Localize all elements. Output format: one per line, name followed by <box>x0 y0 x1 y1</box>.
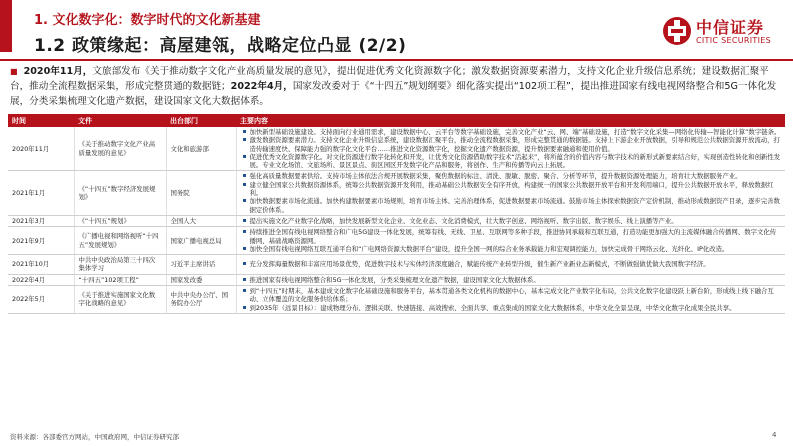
content-item: ▪ 加快新型基础设施建设。支持面向行业通用需求，建设数据中心、云平台等数字基础设施，完善文化产业“云、网、端”基础设施，打造“数字文化采集—网络化传输—智能化计算”数字链条。 <box>243 128 782 136</box>
summary-date-2: 2022年4月， <box>230 81 293 92</box>
table-row <box>8 227 785 255</box>
cell-document: 《关于推进实施国家文化数字化战略的意见》 <box>74 286 166 314</box>
cell-department: 中共中央办公厅、国务院办公厅 <box>166 286 236 314</box>
cell-time: 2022年5月 <box>8 286 74 314</box>
summary-text-2: 国家发改委对于《“十四五”规划纲要》细化落实提出“102项工程”，提出推进国家有线电视网络整合和5G一体化发展，分类采集梳理文化遗产数据，建设国家文化大数据体系。 <box>10 81 777 107</box>
col-header-department: 出台部门 <box>166 114 236 127</box>
cell-department: 国家广播电视总局 <box>166 227 236 255</box>
cell-document: 中共中央政治局第三十四次集体学习 <box>74 255 166 275</box>
table-row <box>8 215 785 226</box>
col-header-document: 文件 <box>74 114 166 127</box>
content-item: ▪ 到2035年（远景目标）：建成物理分布、逻辑关联、快速链接、高效搜索、全面共享、重点集成的国家文化大数据体系，中华文化全景呈现，中华文化数字化成果全民共享。 <box>243 304 782 312</box>
citic-logo <box>662 14 788 48</box>
page-number: 4 <box>772 431 777 439</box>
content-item: ▪ 提出实施文化产业数字化战略，加快发展新型文化企业、文化业态、文化消费模式，壮大数字创意、网络视听、数字出版、数字娱乐、线上演播等产业。 <box>243 217 782 225</box>
source-note: 资料来源：各部委官方网站，中国政府网，中信证券研究部 <box>10 433 179 441</box>
col-header-content: 主要内容 <box>236 114 785 127</box>
header-accent-bar <box>0 0 12 52</box>
summary-date-1: 2020年11月， <box>23 66 93 77</box>
policy-table <box>8 114 785 314</box>
cell-content <box>236 215 785 226</box>
cell-department: 国务院 <box>166 171 236 215</box>
cell-content <box>236 127 785 171</box>
cell-document: 《关于推动数字文化产业高质量发展的意见》 <box>74 127 166 171</box>
content-item: ▪ 强化高质量数据要素供给。支持市场主体依法合规开展数据采集，聚焦数据的标注、清洗、脱敏、脱密、聚合、分析等环节，提升数据资源处理能力，培育壮大数据服务产业。 <box>243 172 782 180</box>
table-row <box>8 274 785 285</box>
citic-logo-icon <box>662 16 692 46</box>
cell-content <box>236 255 785 275</box>
table-row <box>8 286 785 314</box>
summary-paragraph <box>10 64 782 109</box>
content-item: ▪ 持续推进全国有线电视网络整合和广电5G建设一体化发展，统筹有线、无线、卫星、互联网等多种手段，推进协同承载和互联互通，打造功能更加强大的主流媒体融合传播网、数字文化传播网、基础战略资源网。 <box>243 228 782 245</box>
table-row <box>8 127 785 171</box>
section-subtitle: 1. 文化数字化：数字时代的文化新基建 <box>34 13 261 28</box>
square-bullet-icon: ■ <box>10 67 18 76</box>
cell-time: 2020年11月 <box>8 127 74 171</box>
content-item: ▪ 促进优秀文化资源数字化。对文化资源进行数字化转化和开发，让优秀文化资源借助数字技术“活起来”，将所蕴含的价值内容与数字技术的新形式新要素结合好，实现创造性转化和创新性发展。专业文化场馆、文旅场所、景区景点、街区园区开发数字化产品和服务，将创作、生产和传播等向云上拓展。 <box>243 153 782 170</box>
cell-time: 2022年4月 <box>8 274 74 285</box>
cell-time: 2021年10月 <box>8 255 74 275</box>
header-divider <box>0 59 793 61</box>
cell-content <box>236 171 785 215</box>
cell-department: 文化和旅游部 <box>166 127 236 171</box>
content-item: ▪ 到“十四五”时期末，基本建成文化数字化基础设施和服务平台，基本贯通各类文化机构的数据中心，基本完成文化产业数字化布局，公共文化数字化建设跃上新台阶，形成线上线下融合互动、立体覆盖的文化服务供给体系； <box>243 287 782 304</box>
cell-document: “十四五”102项工程” <box>74 274 166 285</box>
cell-document: 《广播电视和网络视听“十四五”发展规划》 <box>74 227 166 255</box>
cell-time: 2021年3月 <box>8 215 74 226</box>
summary-text-1: 文旅部发布《关于推动数字文化产业高质量发展的意见》，提出促进优秀文化资源数字化；激发数据资源要素潜力，支持文化企业升级信息系统；建设数据汇聚平台，推动全流程数据采集，形成完整贯通的数据链； <box>10 66 769 92</box>
content-item: ▪ 充分发挥海量数据和丰富应用场景优势，促进数字技术与实体经济深度融合，赋能传统产业转型升级，催生新产业新业态新模式，不断做强做优做大我国数字经济。 <box>243 260 782 268</box>
cell-department: 国家发改委 <box>166 274 236 285</box>
logo-text-cn: 中信证券 <box>696 18 765 37</box>
cell-content <box>236 286 785 314</box>
content-item: ▪ 加快全国有线电视网络互联互通平台和“广电网络资源大数据平台”建设，提升全国一网的综合业务承载能力和宏观调控能力，加快完成骨干网络云化、光纤化、IP化改造。 <box>243 245 782 253</box>
cell-content <box>236 227 785 255</box>
cell-content <box>236 274 785 285</box>
cell-time: 2021年9月 <box>8 227 74 255</box>
table-row <box>8 255 785 275</box>
col-header-time: 时间 <box>8 114 74 127</box>
cell-document: 《“十四五”数字经济发展规划》 <box>74 171 166 215</box>
content-item: ▪ 建立健全国家公共数据资源体系，统筹公共数据资源开发利用，推动基础公共数据安全有序开放，构建统一的国家公共数据开放平台和开发利用端口，提升公共数据开放水平，释放数据红利。 <box>243 181 782 198</box>
cell-time: 2021年1月 <box>8 171 74 215</box>
cell-department: 习近平主席讲话 <box>166 255 236 275</box>
table-body <box>8 127 785 313</box>
content-item: ▪ 加快数据要素市场化流通。加快构建数据要素市场规则，培育市场主体、完善治理体系，促进数据要素市场流通。鼓励市场主体探索数据资产定价机制，推动形成数据资产目录，逐步完善数据定价体系。 <box>243 197 782 214</box>
content-item: ▪ 激发数据资源要素潜力。支持文化企业升级信息系统，建设数据汇聚平台，推动全流程数据采集，形成完整贯通的数据链。支持上下游企业开放数据，引导和规范公共数据资源开放流动，打造传输速度快、保障能力强的数字化文化平台……推进文化资源数字化，挖掘文化遗产数据资源，提升数据要素融通和使用价值。 <box>243 136 782 153</box>
table-header-row <box>8 114 785 127</box>
table-row <box>8 171 785 215</box>
content-item: ▪ 推进国家有线电视网络整合和5G一体化发展，分类采集梳理文化遗产数据，建设国家文化大数据体系。 <box>243 276 782 284</box>
logo-text-en: CITIC SECURITIES <box>696 36 771 45</box>
cell-document: 《“十四五”规划》 <box>74 215 166 226</box>
cell-department: 全国人大 <box>166 215 236 226</box>
page-title: 1.2 政策缘起：高屋建瓴，战略定位凸显 (2/2) <box>34 36 407 56</box>
